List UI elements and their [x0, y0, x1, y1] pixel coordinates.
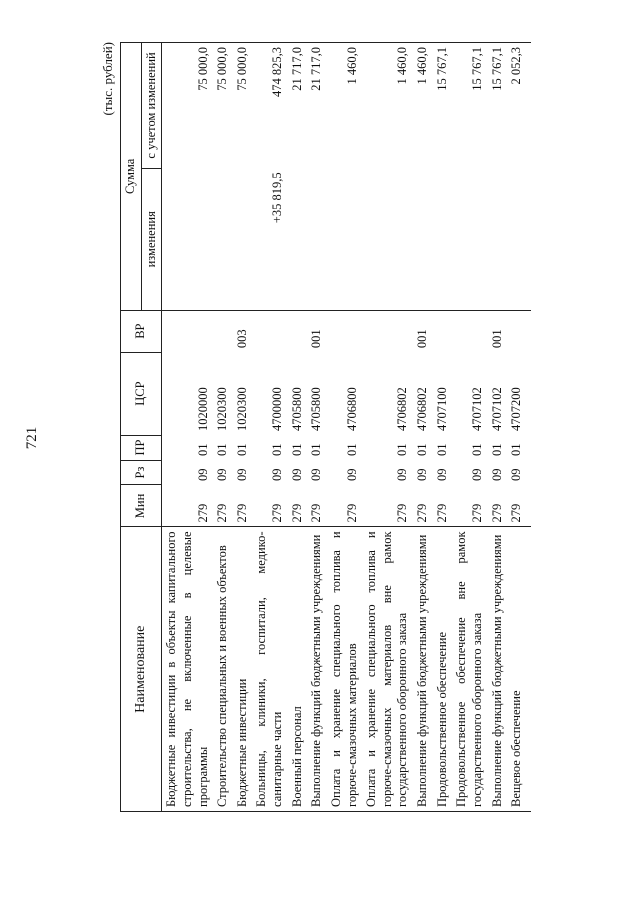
row-min: 279 [395, 503, 410, 523]
row-pr: 01 [234, 443, 249, 457]
row-change [413, 168, 433, 310]
row-rz: 09 [309, 468, 324, 481]
row-csr: 4707102 [489, 387, 504, 432]
row-name: Продовольственное обеспечение вне рамок государственного оборонного заказа [452, 527, 487, 812]
row-min: 279 [434, 503, 449, 523]
row-vr [452, 310, 487, 352]
row-vr [433, 310, 453, 352]
row-csr: 4705800 [289, 387, 304, 432]
rotated-page-content [100, 42, 550, 812]
table-row [488, 43, 508, 812]
row-change [488, 168, 508, 310]
row-pr: 01 [395, 443, 410, 457]
row-total: 75 000,0 [233, 43, 253, 169]
table-row [162, 43, 213, 812]
row-name: Вещевое обеспечение [507, 527, 531, 812]
row-pr: 01 [309, 443, 324, 457]
budget-table [120, 42, 531, 812]
row-total: 2 052,3 [507, 43, 531, 169]
row-rz: 09 [195, 468, 210, 481]
row-csr: 4705800 [309, 387, 324, 432]
row-csr: 4700000 [270, 387, 284, 432]
row-csr: 1020000 [195, 387, 210, 432]
row-vr [213, 310, 233, 352]
row-pr: 01 [270, 443, 284, 457]
table-row [433, 43, 453, 812]
page-number: 721 [23, 426, 40, 450]
row-name: Выполнение функций бюджетными учреждениями [413, 527, 433, 812]
row-rz: 09 [469, 468, 484, 481]
row-vr [252, 310, 287, 352]
row-name: Бюджетные инвестиции в объекты капитального строительства, не включенные в целевые программы [162, 527, 213, 812]
row-min: 279 [234, 503, 249, 523]
row-total: 75 000,0 [213, 43, 233, 169]
row-csr: 1020300 [234, 387, 249, 432]
row-vr: 001 [489, 329, 504, 349]
row-rz: 09 [395, 468, 410, 481]
row-change [288, 168, 308, 310]
row-vr: 001 [415, 329, 429, 349]
table-row [452, 43, 487, 812]
row-csr: 4706800 [344, 387, 359, 432]
table-row [507, 43, 531, 812]
row-rz: 09 [234, 468, 249, 481]
row-name: Больницы, клиники, госпитали, медико-санитарные части [252, 527, 287, 812]
row-rz: 09 [415, 468, 429, 481]
row-pr: 01 [415, 443, 429, 457]
row-total: 1 460,0 [362, 43, 413, 169]
table-row [233, 43, 253, 812]
row-total: 1 460,0 [413, 43, 433, 169]
row-change [233, 168, 253, 310]
table-row [307, 43, 327, 812]
row-csr: 4706802 [395, 387, 410, 432]
row-total: 474 825,3 [252, 43, 287, 169]
row-pr: 01 [469, 443, 484, 457]
row-pr: 01 [489, 443, 504, 457]
row-pr: 01 [509, 443, 524, 457]
row-min: 279 [469, 503, 484, 523]
row-rz: 09 [215, 468, 230, 481]
header-changes: изменения [141, 168, 162, 310]
row-name: Оплата и хранение специального топлива и горюче-смазочных материалов вне рамок государственного оборонного заказа [362, 527, 413, 812]
row-name: Выполнение функций бюджетными учреждениями [307, 527, 327, 812]
table-body [162, 43, 531, 812]
row-min: 279 [289, 503, 304, 523]
row-name: Оплата и хранение специального топлива и горюче-смазочных материалов [327, 527, 362, 812]
table-row [362, 43, 413, 812]
row-vr: 003 [234, 329, 249, 349]
header-csr: ЦСР [121, 352, 162, 435]
row-csr: 4706802 [415, 387, 429, 432]
unit-note: (тыс. рублей) [100, 42, 115, 116]
row-total: 21 717,0 [307, 43, 327, 169]
table-row [213, 43, 233, 812]
row-change [307, 168, 327, 310]
table-row [327, 43, 362, 812]
row-vr [327, 310, 362, 352]
row-vr: 001 [309, 329, 324, 349]
row-total: 15 767,1 [433, 43, 453, 169]
row-csr: 1020300 [215, 387, 230, 432]
header-sum: Сумма [121, 43, 142, 311]
header-total: с учетом изменений [141, 43, 162, 169]
row-pr: 01 [195, 443, 210, 457]
row-name: Выполнение функций бюджетными учреждениями [488, 527, 508, 812]
header-name: Наименование [121, 527, 162, 812]
row-min: 279 [215, 503, 230, 523]
row-min: 279 [344, 503, 359, 523]
row-change [327, 168, 362, 310]
header-rz: Рз [121, 460, 162, 485]
row-change [362, 168, 413, 310]
row-rz: 09 [509, 468, 524, 481]
row-rz: 09 [344, 468, 359, 481]
row-min: 279 [415, 503, 429, 523]
row-csr: 4707200 [509, 387, 524, 432]
row-vr [288, 310, 308, 352]
row-name: Продовольственное обеспечение [433, 527, 453, 812]
row-name: Бюджетные инвестиции [233, 527, 253, 812]
row-total: 15 767,1 [452, 43, 487, 169]
row-change [452, 168, 487, 310]
table-header [121, 43, 162, 812]
header-pr: ПР [121, 435, 162, 460]
row-total: 21 717,0 [288, 43, 308, 169]
row-change [213, 168, 233, 310]
row-total: 15 767,1 [488, 43, 508, 169]
row-total: 1 460,0 [327, 43, 362, 169]
row-change [507, 168, 531, 310]
row-vr [507, 310, 531, 352]
row-min: 279 [195, 503, 210, 523]
row-rz: 09 [270, 468, 284, 481]
row-vr [162, 310, 213, 352]
row-rz: 09 [489, 468, 504, 481]
table-row [413, 43, 433, 812]
row-total: 75 000,0 [162, 43, 213, 169]
header-vr: ВР [121, 310, 162, 352]
row-min: 279 [270, 503, 284, 523]
row-name: Строительство специальных и военных объектов [213, 527, 233, 812]
row-pr: 01 [215, 443, 230, 457]
row-rz: 09 [289, 468, 304, 481]
row-csr: 4707102 [469, 387, 484, 432]
row-pr: 01 [344, 443, 359, 457]
row-change [162, 168, 213, 310]
row-change [433, 168, 453, 310]
table-row [252, 43, 287, 812]
row-rz: 09 [434, 468, 449, 481]
row-pr: 01 [289, 443, 304, 457]
row-csr: 4707100 [434, 387, 449, 432]
table-row [288, 43, 308, 812]
row-min: 279 [489, 503, 504, 523]
row-min: 279 [309, 503, 324, 523]
row-name: Военный персонал [288, 527, 308, 812]
row-vr [362, 310, 413, 352]
row-min: 279 [509, 503, 524, 523]
row-change: +35 819,5 [252, 168, 287, 310]
header-min: Мин [121, 485, 162, 527]
row-pr: 01 [434, 443, 449, 457]
